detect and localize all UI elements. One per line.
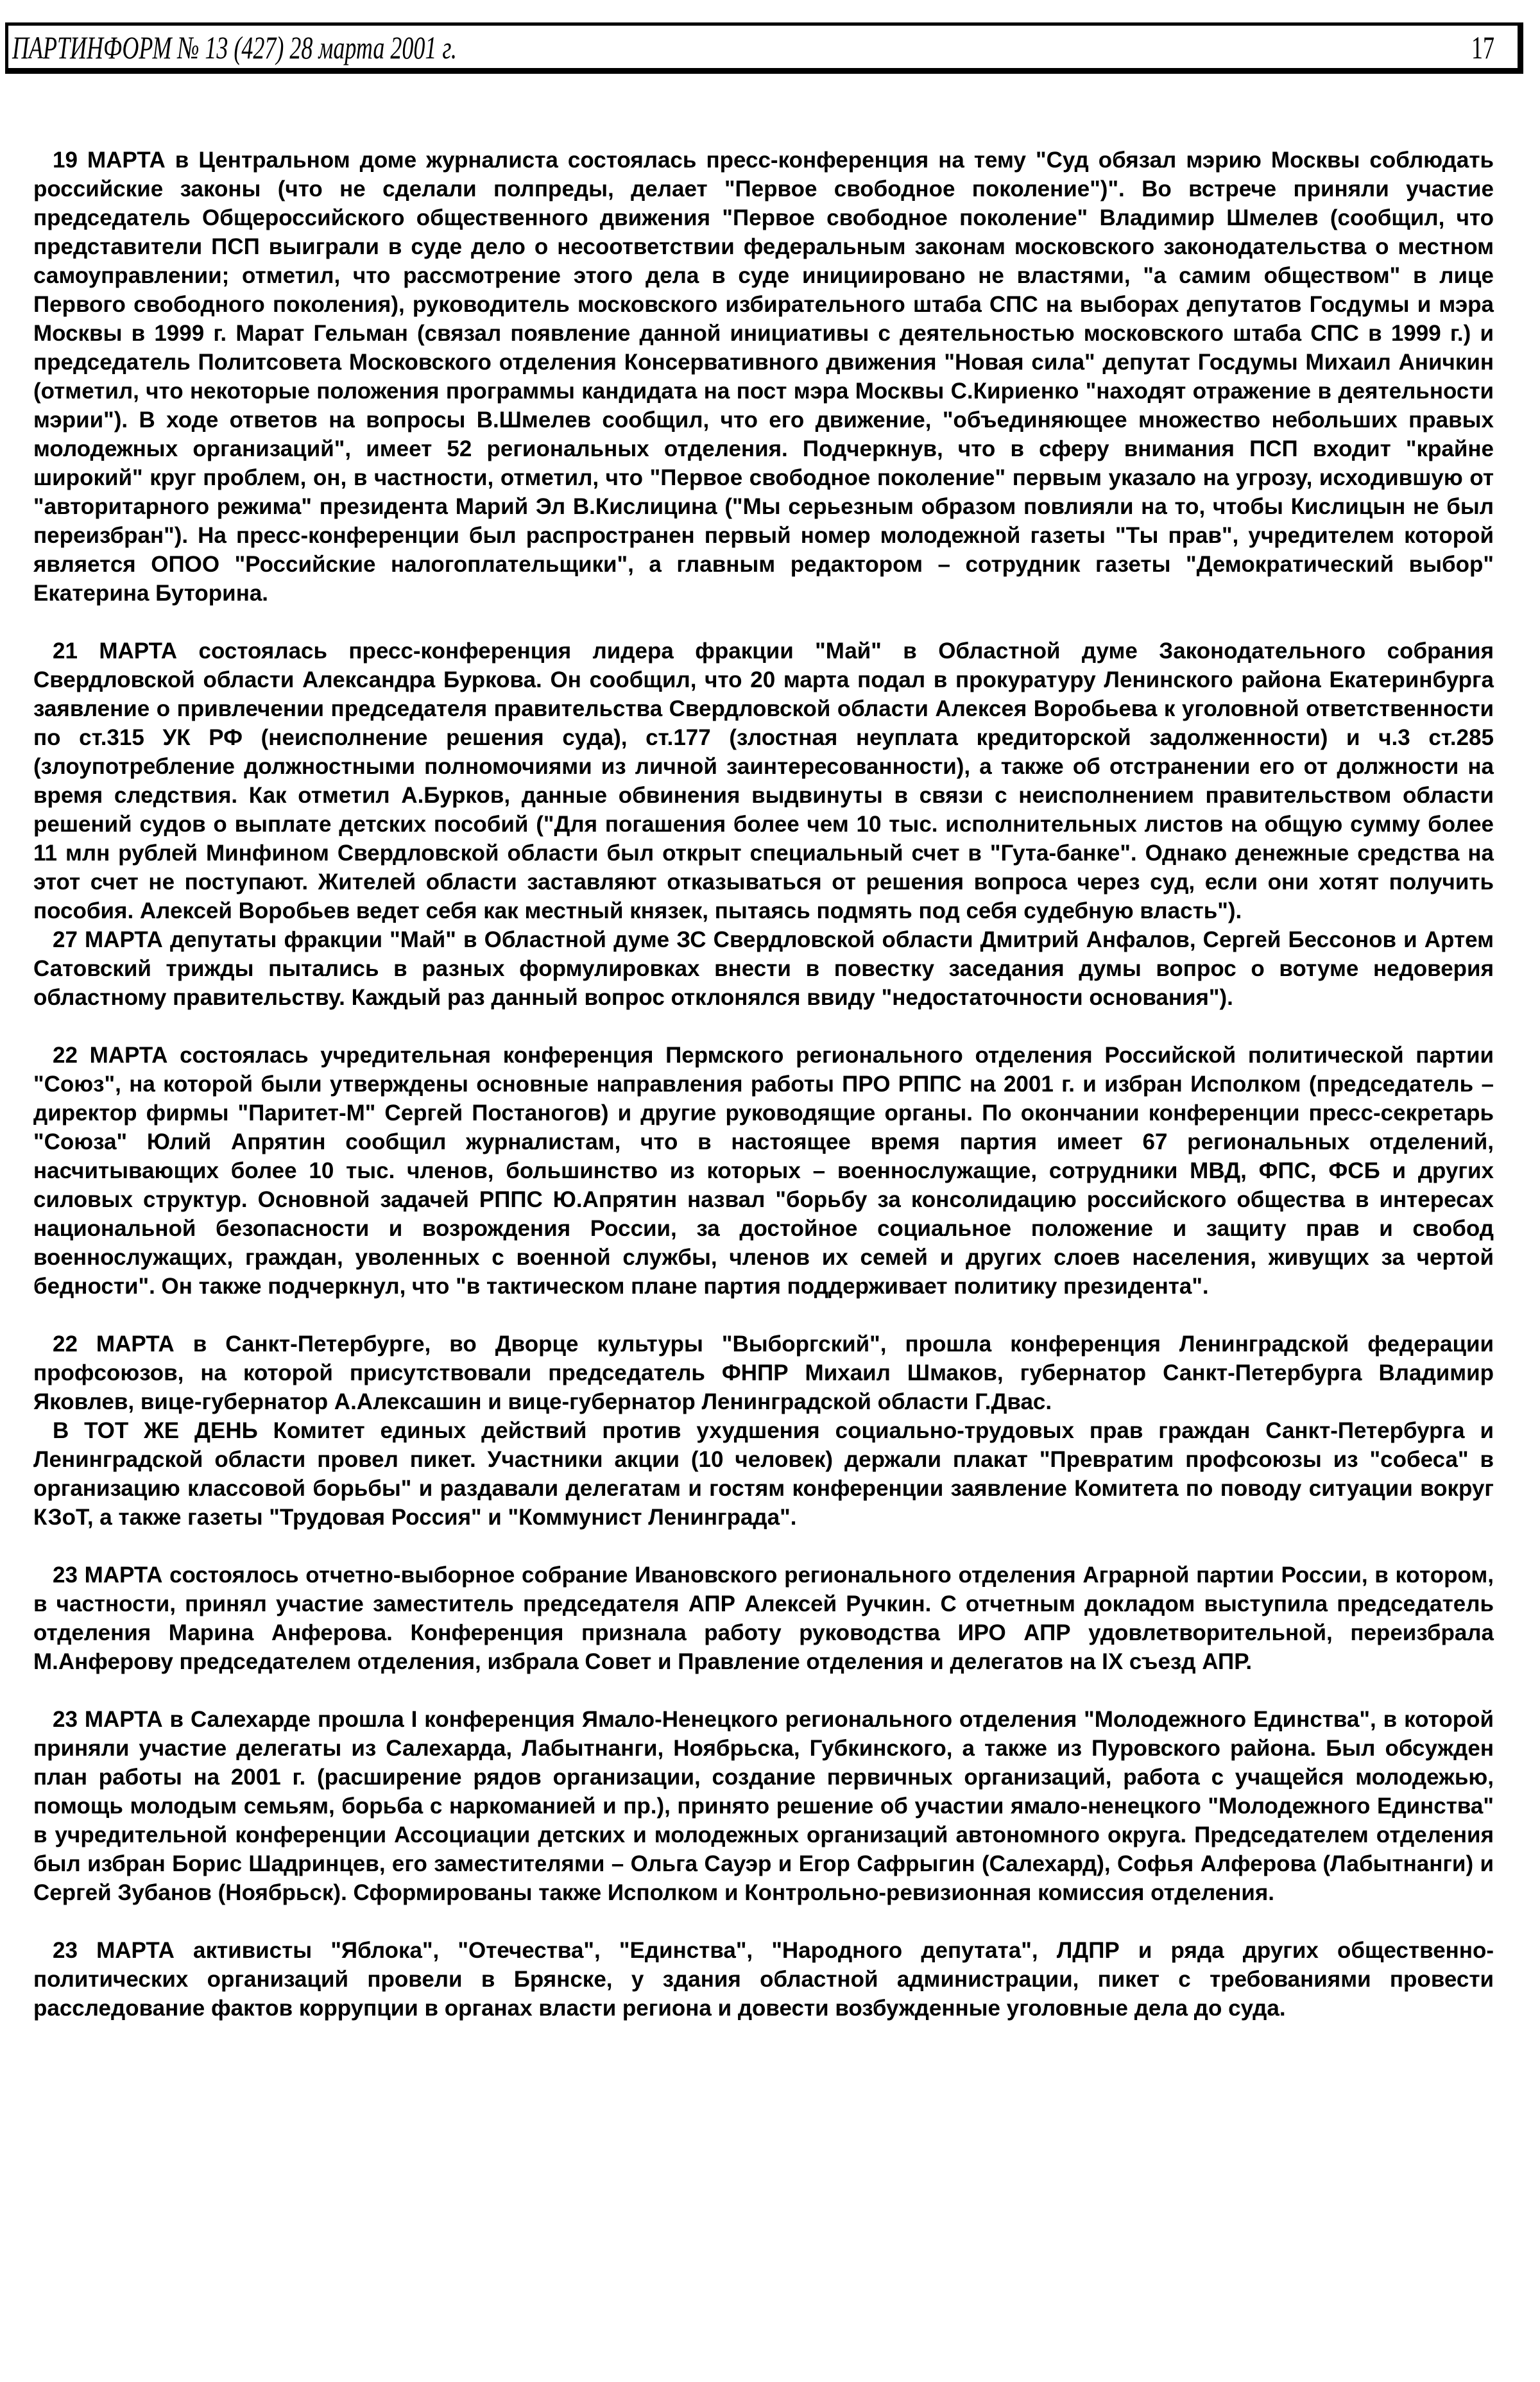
news-item: [33, 1936, 1494, 2023]
news-item: [33, 1705, 1494, 1907]
news-date: 22 МАРТА: [53, 1043, 168, 1068]
news-date: 23 МАРТА: [53, 1563, 163, 1588]
news-item: [33, 1330, 1494, 1416]
news-text: активисты "Яблока", "Отечества", "Единства", "Народного депутата", ЛДПР и ряда других общественно-политических организаций провели в Брянске, у здания областной администрации, пикет с требованиями провести расследование фактов коррупции в органах власти региона и довести возбужденные уголовные дела до суда.: [33, 1938, 1494, 2021]
news-text: состоялась пресс-конференция лидера фракции "Май" в Областной думе Законодательного собрания Свердловской области Александра Буркова. Он сообщил, что 20 марта подал в прокуратуру Ленинского района Екатеринбурга заявление о привлечении председателя правительства Свердловской области Алексея Воробьева к уголовной ответственности по ст.315 УК РФ (неисполнение решения суда), ст.177 (злостная неуплата кредиторской задолженности) и ч.3 ст.285 (злоупотребление должностными полномочиями из личной заинтересованности), а также об отстранении его от должности на время следствия. Как отметил А.Бурков, данные обвинения выдвинуты в связи с неисполнением правительством области решений судов о выплате детских пособий ("Для погашения более чем 10 тыс. исполнительных листов на общую сумму более 11 млн рублей Минфином Свердловской области был открыт специальный счет в "Гута-банке". Однако денежные средства на этот счет не поступают. Жителей области заставляют отказываться от решения вопроса через суд, если они хотят получить пособия. Алексей Воробьев ведет себя как местный князек, пытаясь подмять под себя судебную власть").: [33, 638, 1494, 923]
publication-title: ПАРТИНФОРМ № 13 (427) 28 марта 2001 г.: [12, 30, 457, 65]
news-text: Комитет единых действий против ухудшения социально-трудовых прав граждан Санкт-Петербурга и Ленинградской области провел пикет. Участники акции (10 человек) держали плакат "Превратим профсоюзы из "собеса" в организацию классовой борьбы" и раздавали делегатам и гостям конференции заявление Комитета по поводу ситуации вокруг КЗоТ, а также газеты "Трудовая Россия" и "Коммунист Ленинграда".: [33, 1418, 1494, 1530]
article-body: [33, 146, 1494, 2023]
news-item: [33, 925, 1494, 1012]
page-number: 17: [1471, 30, 1494, 65]
news-item: [33, 1041, 1494, 1301]
news-text: в Центральном доме журналиста состоялась пресс-конференция на тему "Суд обязал мэрию Москвы соблюдать российские законы (что не сделали полпреды, делает "Первое свободное поколение")". Во встрече приняли участие председатель Общероссийского общественного движения "Первое свободное поколение" Владимир Шмелев (сообщил, что представители ПСП выиграли в суде дело о несоответствии федеральным законам московского законодательства о местном самоуправлении; отметил, что рассмотрение этого дела в суде инициировано не властями, "а самим обществом" в лице Первого свободного поколения), руководитель московского избирательного штаба СПС на выборах депутатов Госдумы и мэра Москвы в 1999 г. Марат Гельман (связал появление данной инициативы с деятельностью московского штаба СПС в 1999 г.) и председатель Политсовета Московского отделения Консервативного движения "Новая сила" депутат Госдумы Михаил Аничкин (отметил, что некоторые положения программы кандидата на пост мэра Москвы С.Кириенко "находят отражение в деятельности мэрии"). В ходе ответов на вопросы В.Шмелев сообщил, что его движение, "объединяющее множество небольших правых молодежных организаций", имеет 52 региональных отделения. Подчеркнув, что в сферу внимания ПСП входит "крайне широкий" круг проблем, он, в частности, отметил, что "Первое свободное поколение" первым указало на угрозу, исходившую от "авторитарного режима" президента Марий Эл В.Кислицина ("Мы серьезным образом повлияли на то, чтобы Кислицын не был переизбран"). На пресс-конференции был распространен первый номер молодежной газеты "Ты прав", учредителем которой является ОПОО "Российские налогоплательщики", а главным редактором – сотрудник газеты "Демократический выбор" Екатерина Буторина.: [33, 148, 1494, 606]
news-date: В ТОТ ЖЕ ДЕНЬ: [53, 1418, 258, 1443]
news-item: [33, 637, 1494, 925]
news-date: 23 МАРТА: [53, 1938, 175, 1963]
news-text: состоялась учредительная конференция Пермского регионального отделения Российской политической партии "Союз", на которой были утверждены основные направления работы ПРО РППС на 2001 г. и избран Исполком (председатель – директор фирмы "Паритет-М" Сергей Постаногов) и другие руководящие органы. По окончании конференции пресс-секретарь "Союза" Юлий Апрятин сообщил журналистам, что в настоящее время партия имеет 67 региональных отделений, насчитывающих более 10 тыс. членов, большинство из которых – военнослужащие, сотрудники МВД, ФПС, ФСБ и других силовых структур. Основной задачей РППС Ю.Апрятин назвал "борьбу за консолидацию российского общества в интересах национальной безопасности и возрождения России, за достойное социальное положение и защиту прав и свобод военнослужащих, граждан, уволенных с военной службы, членов их семей и других слоев населения, живущих за чертой бедности". Он также подчеркнул, что "в тактическом плане партия поддерживает политику президента".: [33, 1043, 1494, 1299]
news-text: в Санкт-Петербурге, во Дворце культуры "Выборгский", прошла конференция Ленинградской федерации профсоюзов, на которой присутствовали председатель ФНПР Михаил Шмаков, губернатор Санкт-Петербурга Владимир Яковлев, вице-губернатор А.Алексашин и вице-губернатор Ленинградской области Г.Двас.: [33, 1332, 1494, 1414]
news-item: [33, 1416, 1494, 1532]
news-text: в Салехарде прошла I конференция Ямало-Ненецкого регионального отделения "Молодежного Единства", в которой приняли участие делегаты из Салехарда, Лабытнанги, Ноябрьска, Губкинского, а также из Пуровского района. Был обсужден план работы на 2001 г. (расширение рядов организации, создание первичных организаций, работа с учащейся молодежью, помощь молодым семьям, борьба с наркоманией и пр.), принято решение об участии ямало-ненецкого "Молодежного Единства" в учредительной конференции Ассоциации детских и молодежных организаций автономного округа. Председателем отделения был избран Борис Шадринцев, его заместителями – Ольга Сауэр и Егор Сафрыгин (Салехард), Софья Алферова (Лабытнанги) и Сергей Зубанов (Ноябрьск). Сформированы также Исполком и Контрольно-ревизионная комиссия отделения.: [33, 1707, 1494, 1905]
news-date: 19 МАРТА: [53, 148, 166, 173]
news-date: 27 МАРТА: [53, 927, 163, 952]
news-text: состоялось отчетно-выборное собрание Ивановского регионального отделения Аграрной партии России, в котором, в частности, принял участие заместитель председателя АПР Алексей Ручкин. С отчетным докладом выступила председатель отделения Марина Анферова. Конференция признала работу руководства ИРО АПР удовлетворительной, переизбрала М.Анферову председателем отделения, избрала Совет и Правление отделения и делегатов на IX съезд АПР.: [33, 1563, 1494, 1674]
news-date: 23 МАРТА: [53, 1707, 163, 1732]
news-date: 21 МАРТА: [53, 638, 178, 664]
news-date: 22 МАРТА: [53, 1332, 175, 1357]
news-item: [33, 146, 1494, 608]
news-item: [33, 1561, 1494, 1676]
news-text: депутаты фракции "Май" в Областной думе ЗС Свердловской области Дмитрий Анфалов, Сергей Бессонов и Артем Сатовский трижды пытались в разных формулировках внести в повестку заседания думы вопрос о вотуме недоверия областному правительству. Каждый раз данный вопрос отклонялся ввиду "недостаточности основания").: [33, 927, 1494, 1010]
page-header: [5, 22, 1523, 74]
